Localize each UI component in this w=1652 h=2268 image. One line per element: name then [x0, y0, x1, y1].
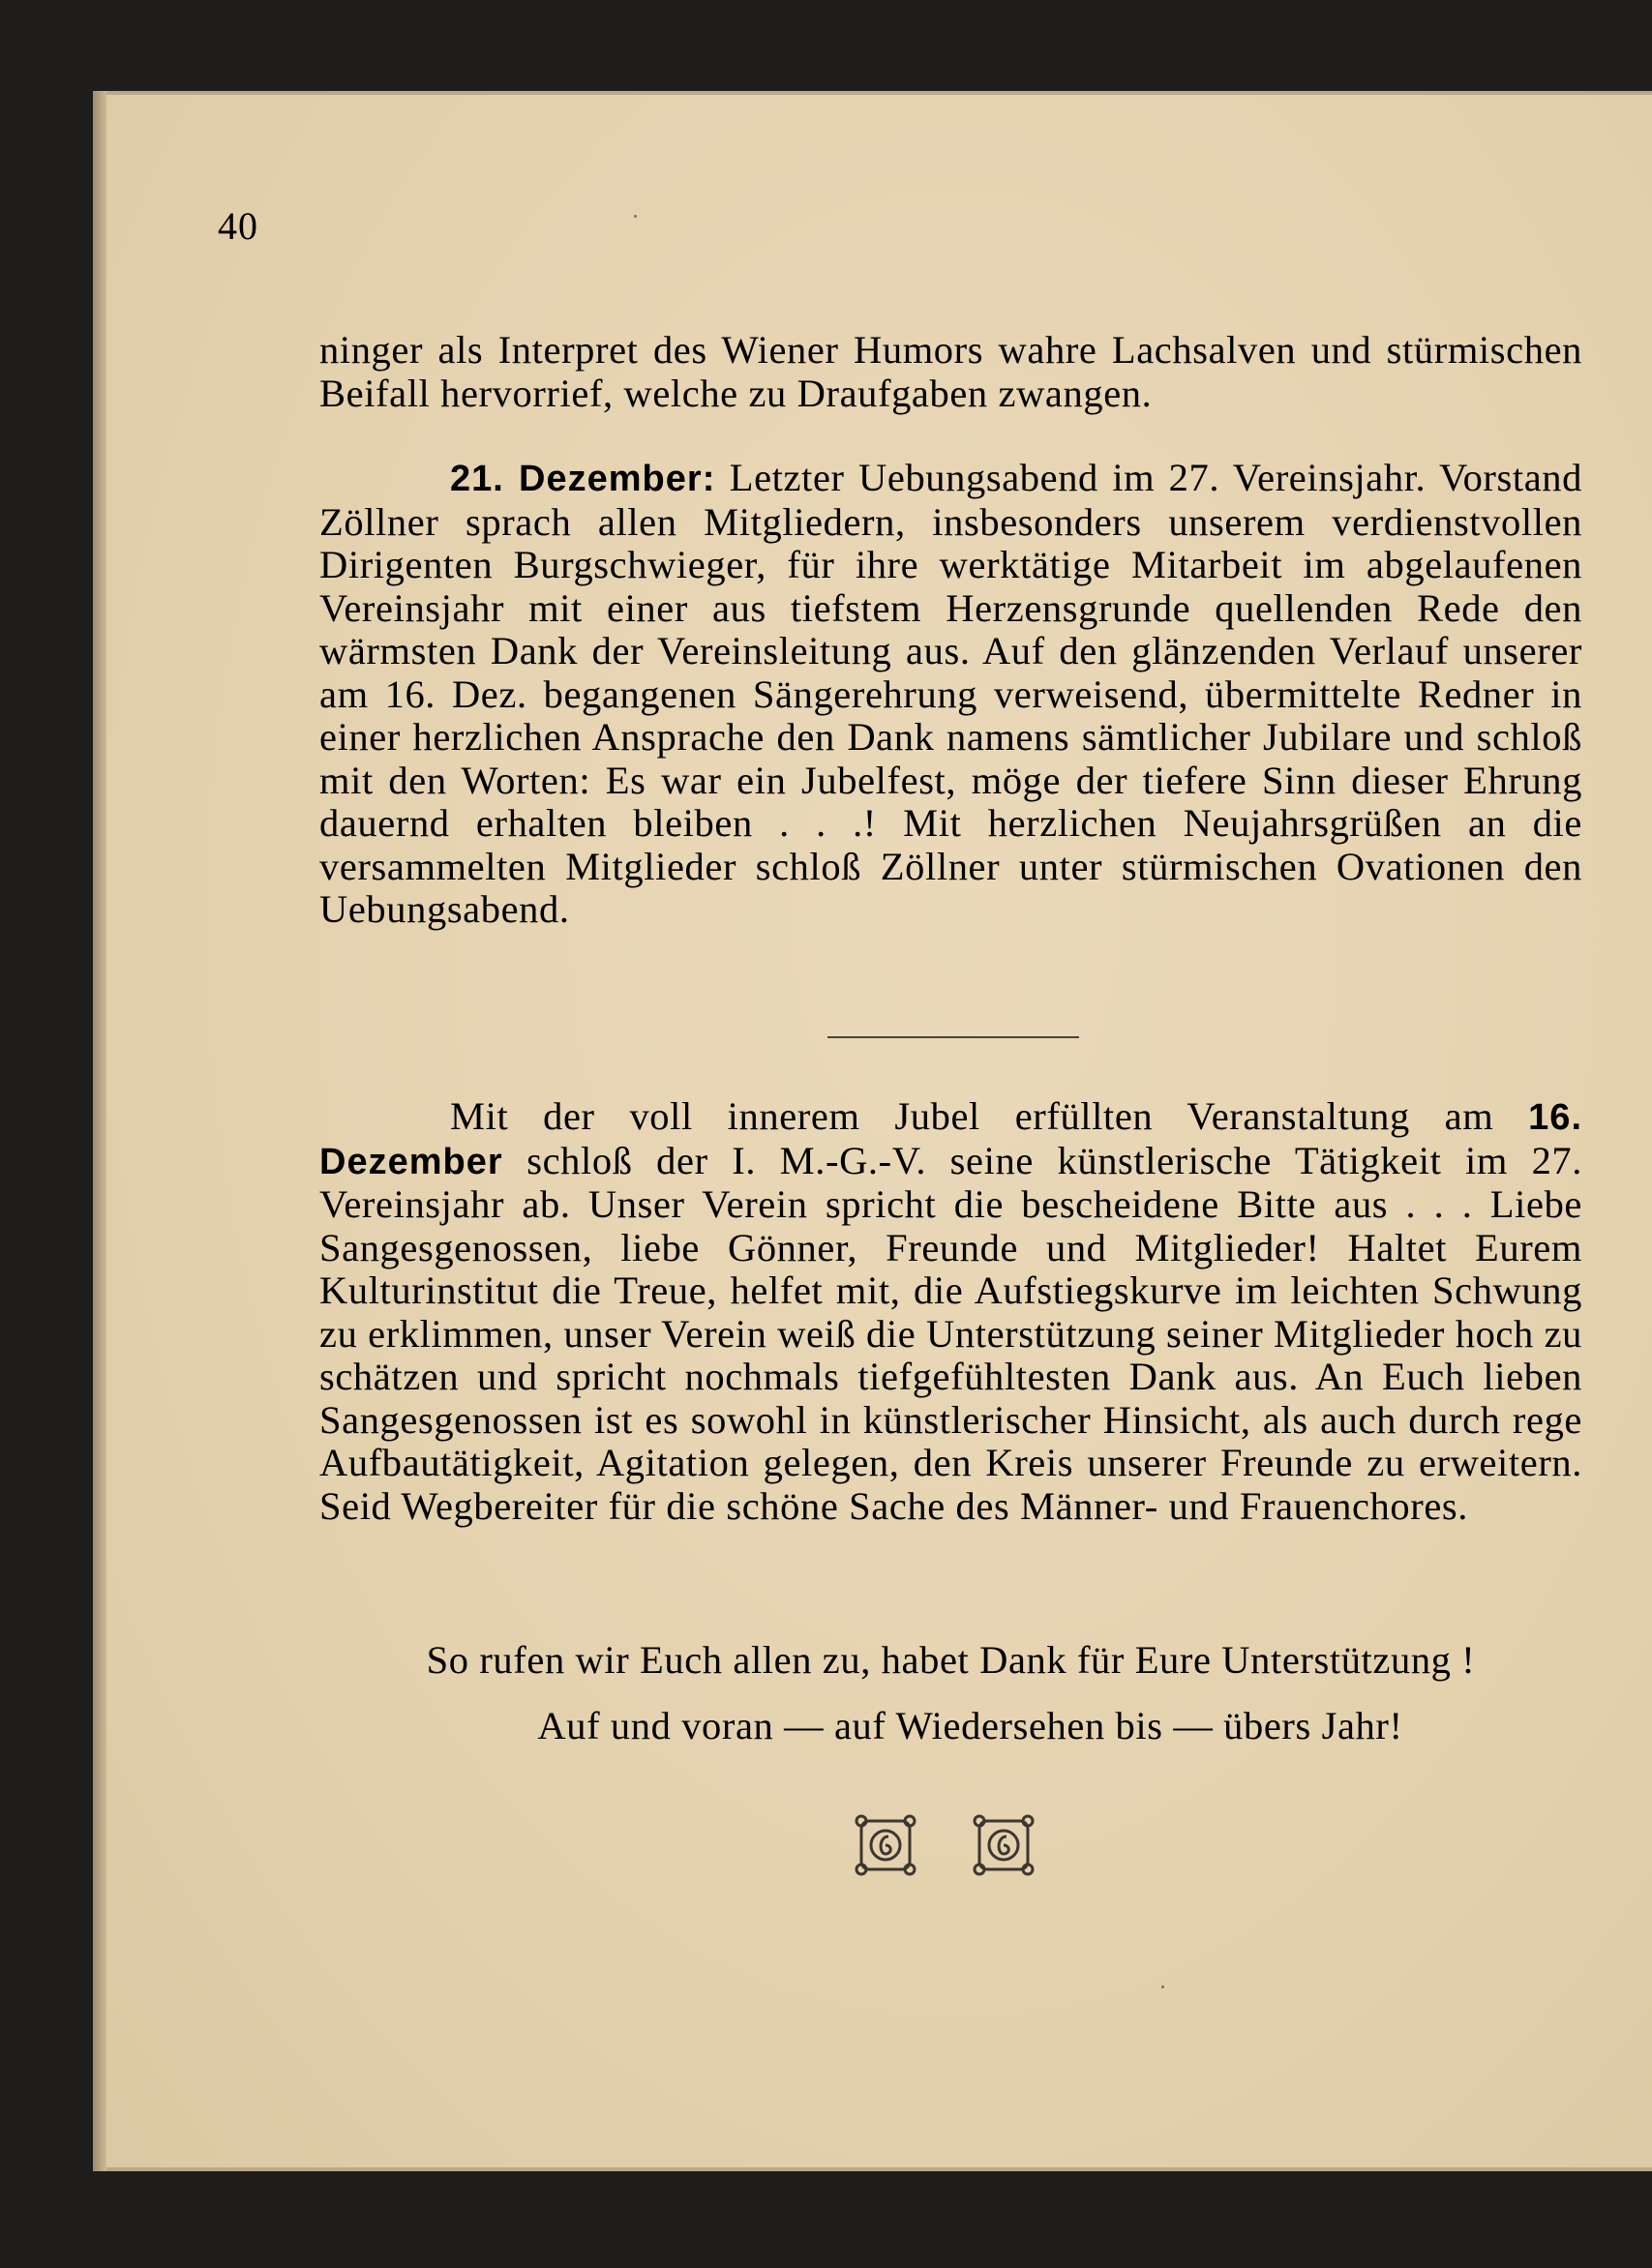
section-divider	[827, 1036, 1079, 1038]
paper-speck	[634, 215, 637, 218]
paper-speck	[1161, 1985, 1164, 1988]
paragraph-december-21	[319, 457, 1582, 932]
thanks-line: So rufen wir Euch allen zu, habet Dank für Eure Unterstützung !	[426, 1638, 1476, 1682]
page-edge	[93, 91, 106, 2171]
farewell-line: Auf und voran — auf Wiedersehen bis — übers Jahr!	[537, 1704, 1403, 1747]
ornament-icon	[972, 1813, 1036, 1877]
paragraph-body: Mit der voll innerem Jubel erfüllten Veranstaltung am	[450, 1094, 1529, 1138]
date-heading: 16. Dezember	[319, 1097, 1582, 1182]
paragraph-body: Letzter Uebungsabend im 27. Vereinsjahr. Vorstand Zöllner sprach allen Mitgliedern, insbesonders unserem verdienstvollen Dirigenten Burgschwieger, für ihre werktätige Mitarbeit im abgelaufenen Vereinsjahr mit einer aus tiefstem Herzensgrunde quellenden Rede den wärmsten Dank der Vereinsleitung aus. Auf den glänzenden Verlauf unserer am 16. Dez. begangenen Sängerehrung verweisend, übermittelte Redner in einer herzlichen Ansprache den Dank namens sämtlicher Jubilare und schloß mit den Worten: Es war ein Jubelfest, möge der tiefere Sinn dieser Ehrung dauernd erhalten bleiben . . .! Mit herzlichen Neujahrsgrüßen an die versammelten Mitglieder schloß Zöllner unter stürmischen Ovationen den Uebungsabend.	[319, 456, 1583, 931]
closing-ornaments	[854, 1813, 1047, 1881]
ornament-icon	[854, 1813, 917, 1877]
page-number: 40	[218, 204, 258, 248]
paragraph-continuation: ninger als Interpret des Wiener Humors wahre Lachsalven und stürmischen Beifall hervorrief, welche zu Draufgaben zwangen.	[319, 328, 1582, 415]
paragraph-closing	[319, 1095, 1582, 1528]
paragraph-body: schloß der I. M.-G.-V. seine künstlerische Tätigkeit im 27. Vereinsjahr ab. Unser Verein spricht die bescheidene Bitte aus . . . Liebe Sangesgenossen, liebe Gönner, Freunde und Mitglieder! Haltet Eurem Kulturinstitut die Treue, helfet mit, die Aufstiegskurve im leichten Schwung zu erklimmen, unser Verein weiß die Unterstützung seiner Mitglieder hoch zu schätzen und spricht nochmals tiefgefühltesten Dank aus. An Euch lieben Sangesgenossen ist es sowohl in künstlerischer Hinsicht, als auch durch rege Aufbautätigkeit, Agitation gelegen, den Kreis unserer Freunde zu erweitern. Seid Wegbereiter für die schöne Sache des Männer- und Frauenchores.	[319, 1138, 1583, 1528]
date-heading: 21. Dezember:	[450, 459, 716, 499]
